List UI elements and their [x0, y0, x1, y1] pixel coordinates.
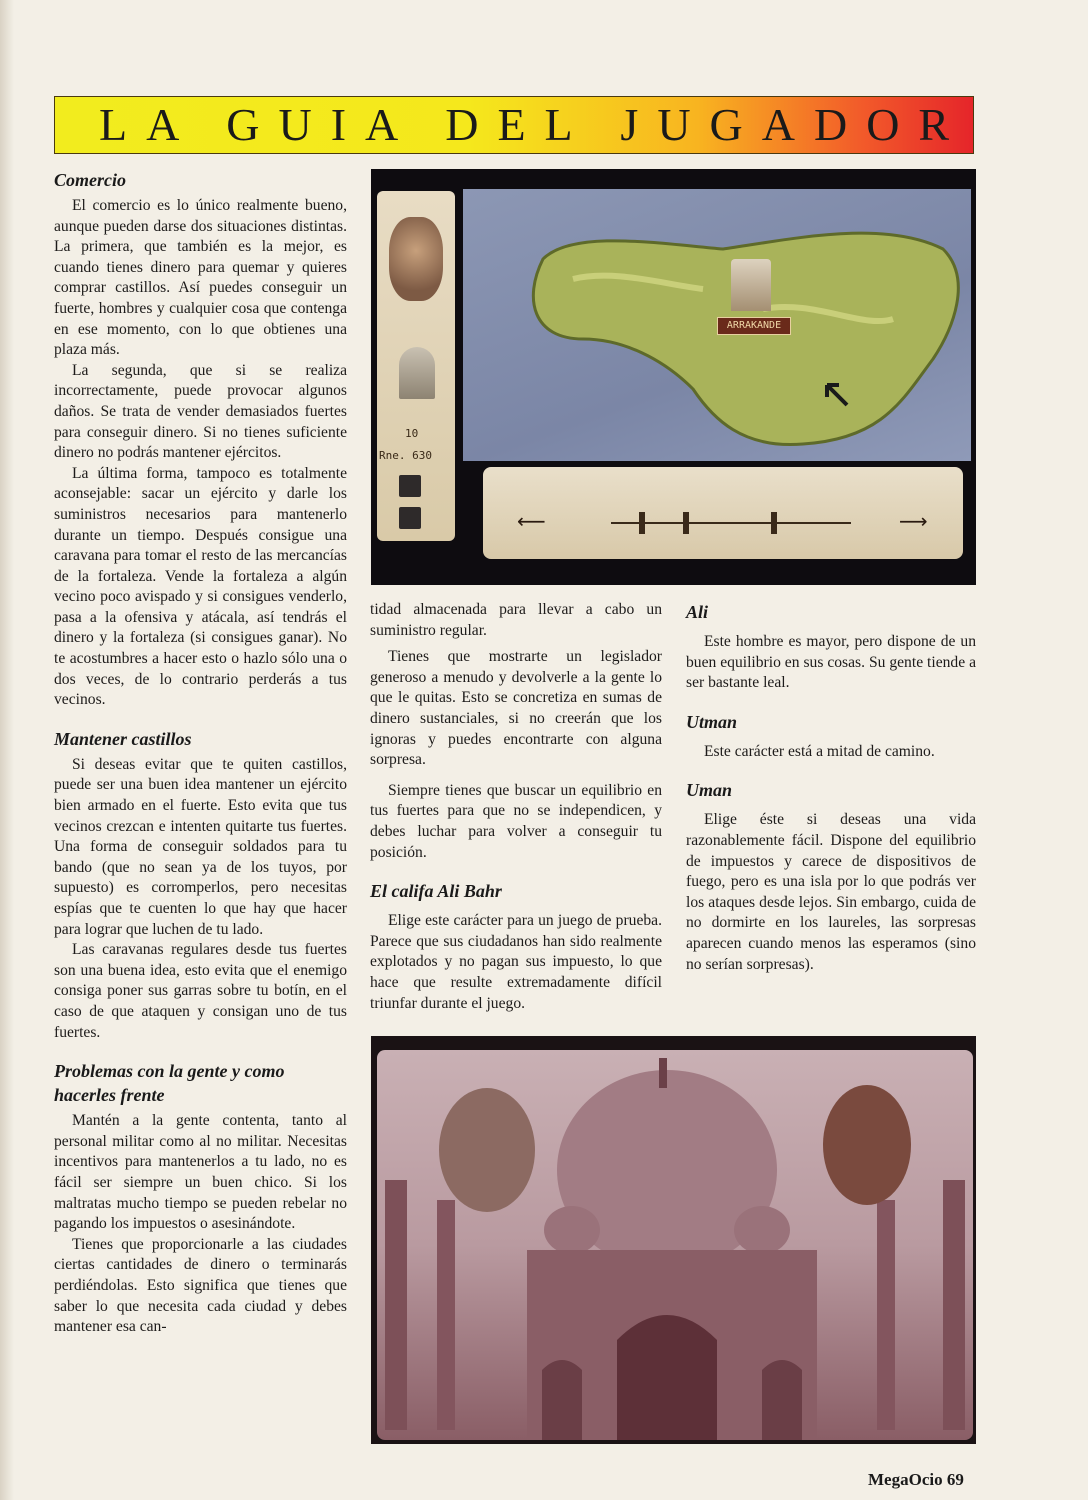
mosque-icon [399, 347, 435, 399]
page-footer: MegaOcio 69 [868, 1470, 964, 1489]
castle-icon [731, 259, 771, 311]
paragraph: La última forma, tampoco es totalmente aconsejable: sacar un ejército y darle los suministros necesarios para mantenerlo durante un tiempo. Después consigue una caravana para tomar el resto de las mercancías de la fortaleza. Vende la fortaleza a algún vecino poco avispado y si consigues venderlo, pasa a la ofensiva y atácala, así tendrás el dinero y la fortaleza (si consigues ganar). No te acostumbres a hacer esto o hazlo sólo una o dos veces, de lo contrario perderás a tus vecinos. [54, 464, 347, 709]
taj-mahal-illustration [377, 1050, 973, 1440]
page-title: LA GUIA DEL JUGADOR [99, 99, 969, 150]
slider-knob [683, 512, 689, 534]
column-left [54, 168, 347, 1338]
heading-utman: Utman [686, 711, 738, 732]
paragraph: Este hombre es mayor, pero dispone de un buen equilibrio en sus cosas. Su gente tiende a ser bastante leal. [686, 633, 976, 692]
column-middle [370, 600, 662, 1014]
paragraph: Este carácter está a mitad de camino. [704, 742, 935, 760]
left-arrow-icon: ⟵ [517, 509, 546, 533]
slider-track [611, 522, 851, 524]
portrait-right-icon [823, 1085, 911, 1205]
heading-mantener-castillos: Mantener castillos [54, 728, 192, 749]
disk-icon [399, 507, 421, 529]
heading-ali: Ali [686, 602, 709, 622]
portrait-icon [389, 217, 443, 301]
paragraph: Mantén a la gente contenta, tanto al personal militar como al no militar. Necesitas incentivos para mantenerlos a tu lado, no es fácil ser siempre un buen chico. Si los maltratas mucho tiempo se pueden rebelar no pagando los impuestos o asesinándote. [54, 1112, 347, 1233]
panel-value: Rne. 630 [379, 449, 432, 462]
paragraph: Si deseas evitar que te quiten castillos, puede ser una buen idea mantener un ejército bien armado en el fuerte. Esto evita que tus vecinos crezcan e intenten quitarte tus fuertes. Una forma de conseguir soldados para tu bando (que no sean ya de los tuyos, por supuesto) es corromperlos, pero necesitas espías que te cuenten lo que hay que hacer para lograr que luchen de tu lado. [54, 755, 347, 938]
paragraph: tidad almacenada para llevar a cabo un suministro regular. [370, 601, 662, 639]
paragraph: El comercio es lo único realmente bueno, aunque pueden darse dos situaciones distintas. La primera, que también es la mejor, es cuando tienes dinero para quemar y quieres comprar castillos. Así puedes conseguir un fuerte, hombres y cualquier cosa que contenga en ese momento, con lo que obtienes una plaza más. [54, 197, 347, 359]
disk-icon [399, 475, 421, 497]
paragraph: La segunda, que si se realiza incorrectamente, puede provocar algunos daños. Se trata de vender demasiados fuertes para conseguir dinero. Si no tienes suficiente dinero no podrás mantener ejércitos. [54, 361, 347, 462]
portrait-left-icon [439, 1088, 535, 1212]
panel-value: 10 [405, 427, 419, 440]
heading-problemas: Problemas con la gente y como hacerles frente [54, 1061, 285, 1106]
paragraph: Las caravanas regulares desde tus fuertes son una buena idea, esto evita que el enemigo consiga poner sus garras sobre tu botín, en el caso de que ataquen y consigan uno de tus fuertes. [54, 941, 347, 1041]
castle-name-label: ARRAKANDE [717, 317, 791, 335]
bottom-scroll-panel [483, 467, 963, 559]
heading-califa: El califa Ali Bahr [370, 881, 502, 902]
paragraph: Siempre tienes que buscar un equilibrio en tus fuertes para que no se independicen, y debes luchar para volver a conseguir tu posición. [370, 781, 662, 861]
slider-knob [771, 512, 777, 534]
header-banner [54, 96, 974, 154]
paragraph: Elige este carácter para un juego de prueba. Parece que sus ciudadanos han sido realmente explotados y no pagan sus impuesto, lo que hace que resulte extremadamente difícil triunfar durante el juego. [370, 912, 662, 1012]
paragraph: Elige éste si deseas una vida razonablemente fácil. Dispone del equilibrio de impuestos y carece de dispositivos de fuego, pero es una isla por lo que podrás ver los ataques desde lejos. Sin embargo, cuida de no dormirte en los laureles, las sorpresas aparecen cuando menos las esperamos (sino no serían sorpresas). [686, 811, 976, 973]
column-right [686, 600, 976, 975]
cursor-arrow-icon [821, 379, 851, 409]
slider-knob [639, 512, 645, 534]
heading-uman: Uman [686, 780, 733, 801]
game-map-screenshot [371, 169, 976, 585]
taj-mahal-screenshot [371, 1036, 976, 1444]
paragraph: Tienes que mostrarte un legislador generoso a menudo y devolverle a la gente lo que le quitas. Esto se concretiza en sumas de dinero sustanciales, si no creerán que los ignoras y puedes encontrarte con alguna sorpresa. [370, 648, 662, 769]
right-arrow-icon: ⟶ [899, 509, 928, 533]
paragraph: Tienes que proporcionarle a las ciudades ciertas cantidades de dinero o terminarás perdiéndolas. Esto significa que tienes que saber lo que necesita cada ciudad y debes mantener esa can- [54, 1235, 347, 1336]
page-edge-shadow [0, 0, 14, 1500]
heading-comercio: Comercio [54, 170, 126, 190]
